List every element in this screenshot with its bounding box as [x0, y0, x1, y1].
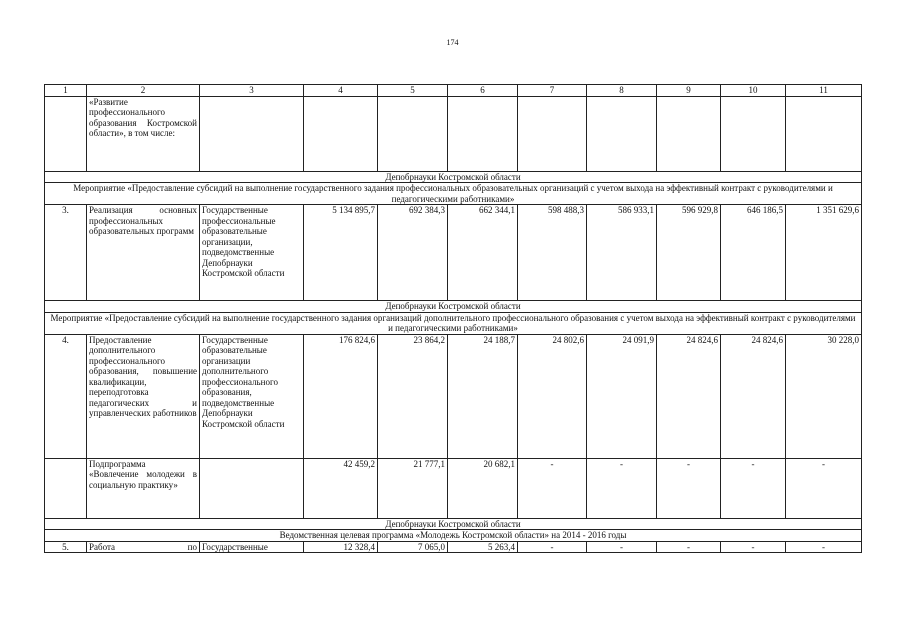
section-row: [45, 518, 862, 530]
value-cell: 176 824,6: [304, 334, 378, 458]
program-name-cell: [87, 541, 200, 553]
value-cell: 24 824,6: [657, 334, 721, 458]
table-row: [45, 205, 862, 301]
value-cell: 7 065,0: [378, 541, 448, 553]
value-cell: 30 228,0: [786, 334, 862, 458]
section-row: [45, 183, 862, 205]
value-cell: -: [786, 541, 862, 553]
measure-label: Мероприятие «Предоставление субсидий на выполнение государственного задания организаций дополнительного профессионального образования с учетом выхода на эффективный контракт с руководителями и педагогическими работниками»: [45, 312, 862, 334]
row-number-cell: 5.: [45, 541, 87, 553]
program-name-cell: Предоставление дополнительного профессионального образования, повышение квалификации, переподготовка педагогических и управленческих работников: [87, 334, 200, 458]
column-header: 1: [45, 85, 87, 97]
column-header: 11: [786, 85, 862, 97]
value-cell: 5 263,4: [448, 541, 518, 553]
section-row: [45, 171, 862, 183]
column-header: 10: [721, 85, 786, 97]
program-name-text: Работа по: [89, 541, 197, 552]
value-cell: -: [587, 458, 657, 518]
value-cell: -: [721, 541, 786, 553]
value-cell: 24 824,6: [721, 334, 786, 458]
program-name-cell: «Развитие профессионального образования Костромской области», в том числе:: [87, 96, 200, 171]
value-cell: -: [518, 541, 587, 553]
executor-cell: [200, 458, 304, 518]
row-number-cell: 4.: [45, 334, 87, 458]
value-cell: 24 188,7: [448, 334, 518, 458]
value-cell: 23 864,2: [378, 334, 448, 458]
value-cell: -: [587, 541, 657, 553]
column-header: 5: [378, 85, 448, 97]
section-row: [45, 530, 862, 542]
value-cell: 692 384,3: [378, 205, 448, 301]
column-header: 6: [448, 85, 518, 97]
row-number-cell: [45, 96, 87, 171]
section-row: [45, 312, 862, 334]
program-label: Ведомственная целевая программа «Молодежь Костромской области» на 2014 - 2016 годы: [45, 530, 862, 542]
column-header: 7: [518, 85, 587, 97]
value-cell: [587, 96, 657, 171]
executor-cell: Государственные: [200, 541, 304, 553]
value-cell: [657, 96, 721, 171]
value-cell: 20 682,1: [448, 458, 518, 518]
table-row: [45, 334, 862, 458]
value-cell: 12 328,4: [304, 541, 378, 553]
value-cell: -: [721, 458, 786, 518]
column-header: 4: [304, 85, 378, 97]
column-header: 2: [87, 85, 200, 97]
value-cell: -: [786, 458, 862, 518]
executor-cell: Государственные профессиональные образовательные организации, подведомственные Депобрнауки Костромской области: [200, 205, 304, 301]
value-cell: 596 929,8: [657, 205, 721, 301]
executor-cell: Государственные образовательные организации дополнительного профессионального образования, подведомственные Депобрнауки Костромской области: [200, 334, 304, 458]
table-row: [45, 458, 862, 518]
value-cell: -: [657, 541, 721, 553]
department-label: Депобрнауки Костромской области: [45, 301, 862, 313]
value-cell: 42 459,2: [304, 458, 378, 518]
value-cell: [304, 96, 378, 171]
column-header: 9: [657, 85, 721, 97]
value-cell: 5 134 895,7: [304, 205, 378, 301]
row-number-cell: [45, 458, 87, 518]
value-cell: 24 802,6: [518, 334, 587, 458]
value-cell: -: [518, 458, 587, 518]
section-row: [45, 301, 862, 313]
value-cell: 1 351 629,6: [786, 205, 862, 301]
column-header: 8: [587, 85, 657, 97]
column-header: 3: [200, 85, 304, 97]
value-cell: -: [657, 458, 721, 518]
value-cell: 586 933,1: [587, 205, 657, 301]
value-cell: 598 488,3: [518, 205, 587, 301]
value-cell: [378, 96, 448, 171]
department-label: Депобрнауки Костромской области: [45, 518, 862, 530]
measure-label: Мероприятие «Предоставление субсидий на выполнение государственного задания профессиональных образовательных организаций с учетом выхода на эффективный контракт с руководителями и педагогическими работниками»: [45, 183, 862, 205]
page-number: 174: [446, 38, 459, 47]
budget-table: [44, 84, 862, 553]
executor-cell: [200, 96, 304, 171]
value-cell: [518, 96, 587, 171]
department-label: Депобрнауки Костромской области: [45, 171, 862, 183]
value-cell: [786, 96, 862, 171]
value-cell: [721, 96, 786, 171]
value-cell: 662 344,1: [448, 205, 518, 301]
value-cell: [448, 96, 518, 171]
row-number-cell: 3.: [45, 205, 87, 301]
value-cell: 646 186,5: [721, 205, 786, 301]
table-row: [45, 96, 862, 171]
column-header-row: [45, 85, 862, 97]
table-row: [45, 541, 862, 553]
value-cell: 24 091,9: [587, 334, 657, 458]
program-name-cell: Подпрограмма «Вовлечение молодежи в социальную практику»: [87, 458, 200, 518]
value-cell: 21 777,1: [378, 458, 448, 518]
program-name-cell: Реализация основных профессиональных образовательных программ: [87, 205, 200, 301]
